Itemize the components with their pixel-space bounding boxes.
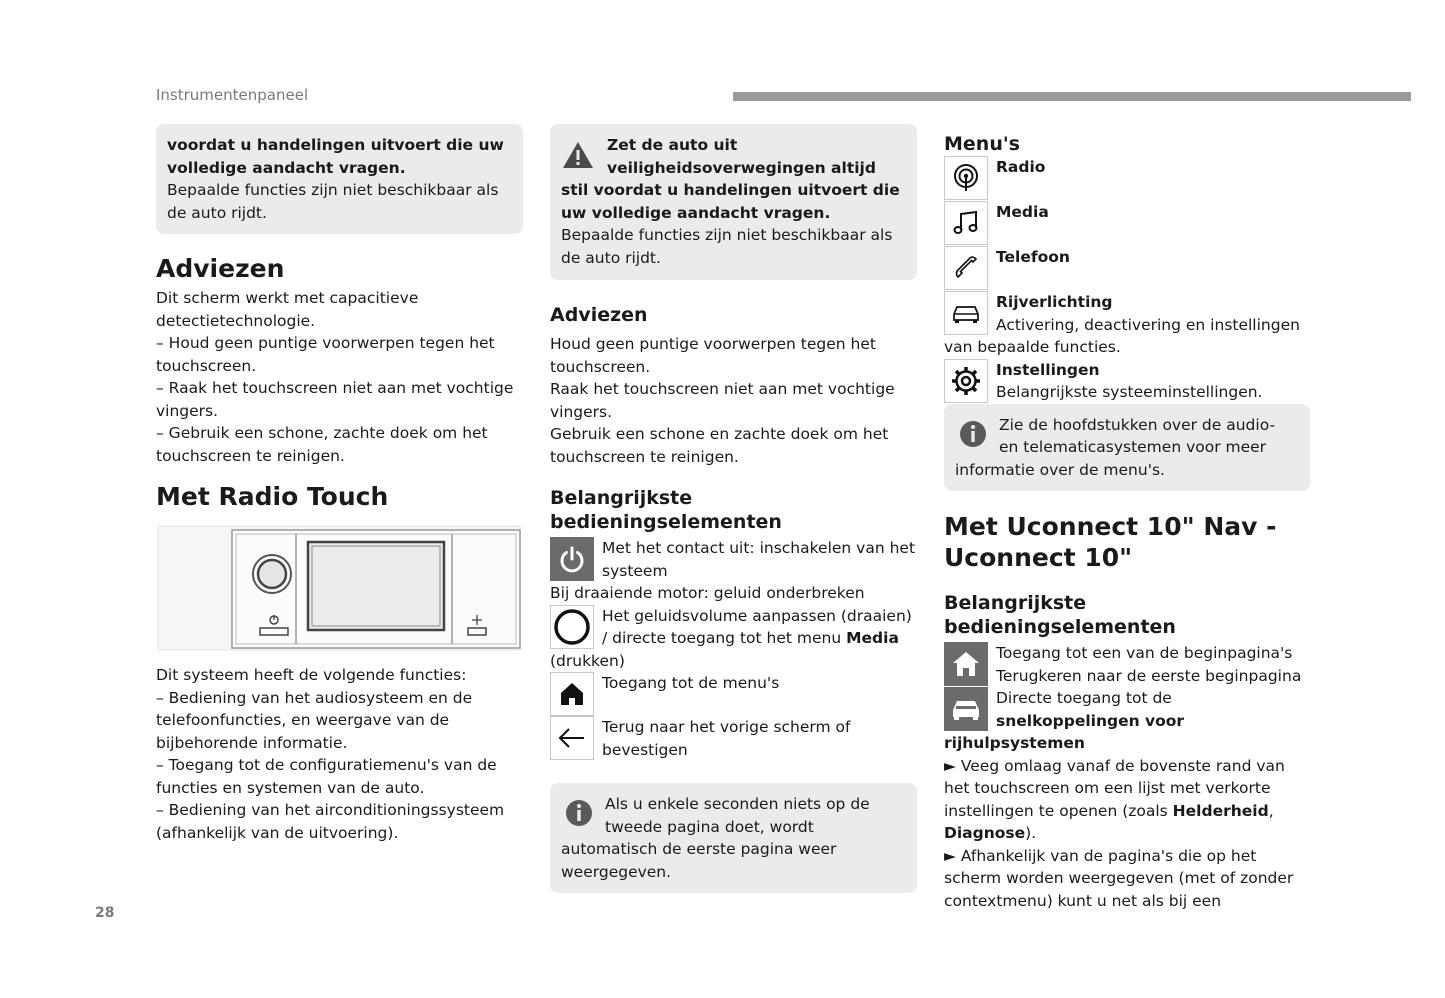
functions-list <box>156 664 523 844</box>
gear-icon <box>944 359 988 403</box>
adviezen-line: Gebruik een schone en zachte doek om het touchscreen te reinigen. <box>550 425 889 466</box>
heading-uconnect-line1: Met Uconnect 10" Nav - <box>944 512 1277 541</box>
swipe-bold-1: Helderheid <box>1172 801 1269 820</box>
power-icon <box>550 537 594 581</box>
heading-menus: Menu's <box>944 133 1020 155</box>
phone-icon <box>944 246 988 290</box>
home-icon <box>550 672 594 716</box>
knob-icon <box>550 605 594 649</box>
back-arrow-icon <box>550 716 594 760</box>
adviezen-list-2 <box>550 333 917 468</box>
warning-bold-text: voordat u handelingen uitvoert die uw volledige aandacht vragen. <box>167 136 504 177</box>
knob-bold: Media <box>846 629 899 647</box>
menu-instellingen-label: Instellingen <box>996 360 1100 379</box>
functions-line: – Bediening van het airconditioningssysteem (afhankelijk van de uitvoering). <box>156 801 505 842</box>
power-text-2: Bij draaiende motor: geluid onderbreken <box>550 584 865 602</box>
warning-text: Bepaalde functies zijn niet beschikbaar als de auto rijdt. <box>167 181 499 222</box>
menu-radio-label: Radio <box>996 158 1046 176</box>
column-1 <box>156 124 523 844</box>
car-bold: snelkoppelingen voor rijhulpsystemen <box>944 711 1185 752</box>
section-header: Instrumentenpaneel <box>156 86 309 104</box>
control-power <box>550 537 917 582</box>
heading-controls: Belangrijkste bedieningselementen <box>550 487 782 533</box>
menu-media <box>944 201 1314 246</box>
uconnect-controls <box>944 642 1314 912</box>
heading-adviezen-2: Adviezen <box>550 304 648 326</box>
column-2 <box>550 124 917 893</box>
car-text: Directe toegang tot de <box>996 689 1172 707</box>
radio-unit-icon <box>156 524 522 652</box>
safety-warning-box <box>550 124 917 280</box>
car-text-para <box>944 687 1314 755</box>
radio-icon <box>944 156 988 200</box>
adviezen-line: Dit scherm werkt met capacitieve detectietechnologie. <box>156 289 419 330</box>
menu-media-label: Media <box>996 203 1049 221</box>
adviezen-line: Raak het touchscreen niet aan met vochtige vingers. <box>550 380 895 421</box>
info-icon <box>565 799 593 827</box>
controls-list <box>550 537 917 761</box>
heading-controls-3: Belangrijkste bedieningselementen <box>944 592 1176 638</box>
radio-touch-illustration <box>156 524 522 652</box>
heading-uconnect-line2: Uconnect 10" <box>944 543 1133 572</box>
swipe-text <box>944 755 1314 845</box>
adviezen-line: – Gebruik een schone, zachte doek om het touchscreen te reinigen. <box>156 424 488 465</box>
adviezen-list <box>156 287 523 467</box>
menu-rijverlichting-label: Rijverlichting <box>996 293 1113 311</box>
heading-uconnect <box>944 511 1314 573</box>
warning-box-continued <box>156 124 523 234</box>
functions-line: – Bediening van het audiosysteem en de telefoonfuncties, en weergave van de bijbehorende informatie. <box>156 688 473 752</box>
menu-telefoon-label: Telefoon <box>996 248 1070 266</box>
knob-text-para <box>550 605 917 673</box>
swipe-end: ). <box>1025 824 1037 842</box>
home-text-2: Terugkeren naar de eerste beginpagina <box>996 666 1302 685</box>
info-icon <box>959 420 987 448</box>
power-text: Met het contact uit: inschakelen van het systeem <box>602 539 916 580</box>
menus-list <box>944 156 1314 404</box>
swipe-mid: , <box>1268 801 1274 820</box>
menu-telefoon <box>944 246 1314 291</box>
heading-radio-touch: Met Radio Touch <box>156 482 389 511</box>
car-shortcut-icon <box>944 687 988 731</box>
control-home <box>550 672 917 716</box>
safety-warning-text: Bepaalde functies zijn niet beschikbaar als de auto rijdt. <box>561 226 893 267</box>
menu-rijverlichting-desc: Activering, deactivering en instellingen van bepaalde functies. <box>944 315 1300 356</box>
swipe-pre: ► Veeg omlaag vanaf de bovenste rand van het touchscreen om een lijst met verkorte instellingen te openen (zoals <box>944 756 1285 820</box>
control-back <box>550 716 917 761</box>
functions-line: – Toegang tot de configuratiemenu's van de functies en systemen van de auto. <box>156 756 497 797</box>
back-text: Terug naar het vorige scherm of bevestigen <box>602 718 851 759</box>
swipe-bold-2: Diagnose <box>944 824 1026 842</box>
control-knob <box>550 605 917 673</box>
adviezen-line: Houd geen puntige voorwerpen tegen het touchscreen. <box>550 335 876 376</box>
functions-line: Dit systeem heeft de volgende functies: <box>156 666 467 684</box>
knob-text: Het geluidsvolume aanpassen (draaien) / directe toegang tot het menu <box>602 606 912 647</box>
header-bar <box>733 92 1411 101</box>
car-icon <box>944 291 988 335</box>
page-number: 28 <box>95 905 115 921</box>
heading-adviezen: Adviezen <box>156 254 285 283</box>
music-note-icon <box>944 201 988 245</box>
menu-radio <box>944 156 1314 201</box>
control-home-3 <box>944 642 1314 687</box>
control-car-3 <box>944 687 1314 755</box>
info-box-3 <box>944 404 1310 492</box>
safety-warning-bold: Zet de auto uit veiligheidsoverwegingen altijd stil voordat u handelingen uitvoert die uw volledige aandacht vragen. <box>561 136 900 222</box>
column-3 <box>944 124 1314 912</box>
home-text: Toegang tot de menu's <box>602 674 780 692</box>
menu-instellingen-desc: Belangrijkste systeeminstellingen. <box>996 383 1263 401</box>
knob-tail: (drukken) <box>550 651 625 670</box>
menu-rijverlichting <box>944 291 1314 359</box>
pages-text: ► Afhankelijk van de pagina's die op het scherm worden weergegeven (met of zonder contextmenu) kunt u net als bij een <box>944 846 1294 910</box>
info-box-2 <box>550 783 917 893</box>
info-text-2: Als u enkele seconden niets op de tweede pagina doet, wordt automatisch de eerste pagina weer weergegeven. <box>561 795 870 881</box>
home-text-1: Toegang tot een van de beginpagina's <box>996 644 1293 662</box>
home-icon <box>944 642 988 686</box>
warning-triangle-icon <box>561 140 595 170</box>
adviezen-line: – Houd geen puntige voorwerpen tegen het touchscreen. <box>156 334 495 375</box>
adviezen-line: – Raak het touchscreen niet aan met vochtige vingers. <box>156 379 514 420</box>
info-text-3: Zie de hoofdstukken over de audio- en telematicasystemen voor meer informatie over de menu's. <box>955 415 1276 479</box>
menu-instellingen <box>944 359 1314 404</box>
